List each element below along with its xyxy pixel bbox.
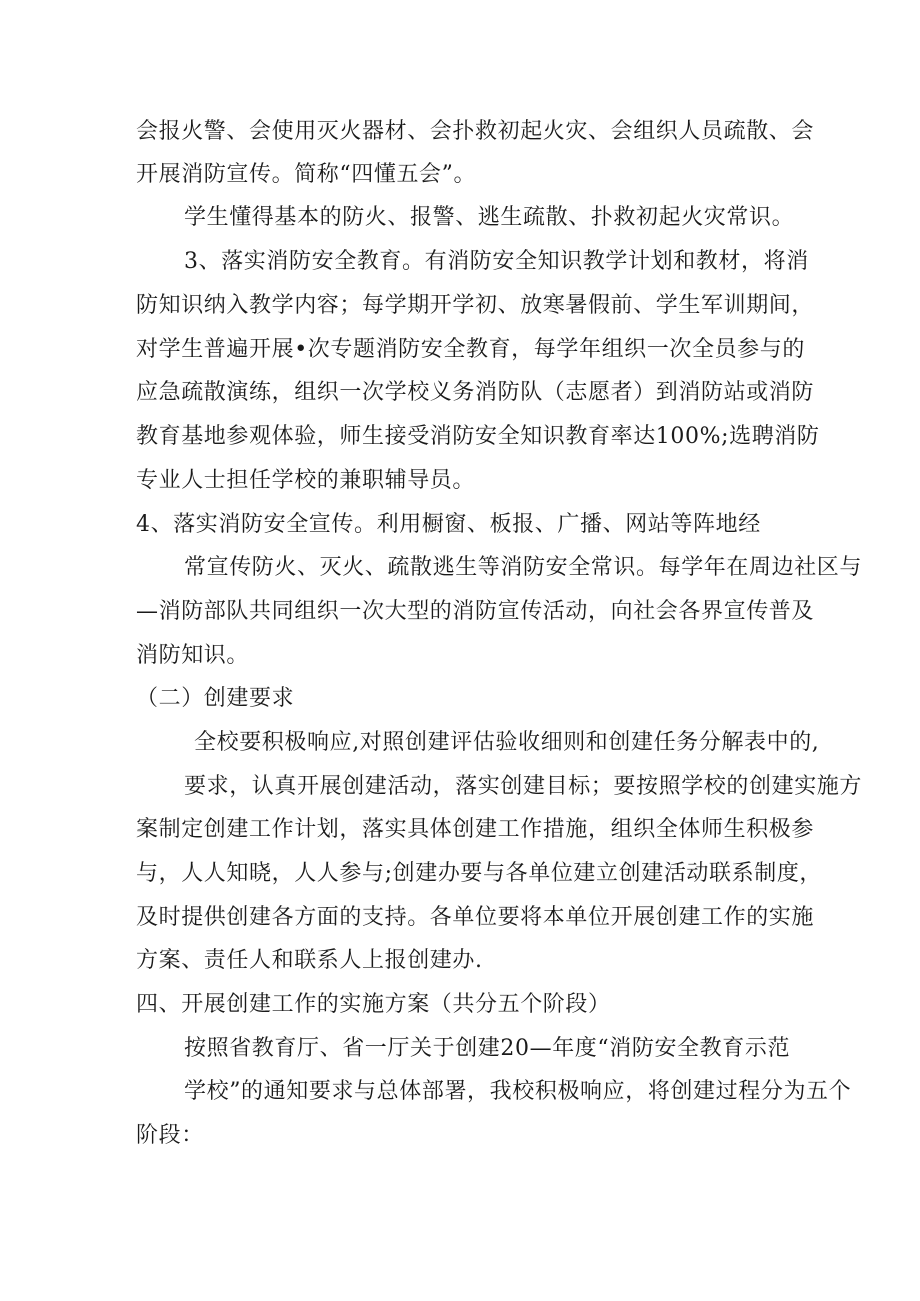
text-line: 要求，认真开展创建活动，落实创建目标；要按照学校的创建实施方 bbox=[184, 774, 863, 799]
text-line: —消防部队共同组织一次大型的消防宣传活动，向社会各界宣传普及 bbox=[136, 599, 815, 624]
text-line: 专业人士担任学校的兼职辅导员。 bbox=[136, 468, 476, 493]
text-line: 方案、责任人和联系人上报创建办. bbox=[136, 948, 483, 973]
section-heading-requirements: （二）创建要求 bbox=[136, 686, 295, 711]
text-line: 开展消防宣传。简称“四懂五会”。 bbox=[136, 162, 477, 187]
text-line: 及时提供创建各方面的支持。各单位要将本单位开展创建工作的实施 bbox=[136, 905, 815, 930]
text-line: 对学生普遍开展•次专题消防安全教育，每学年组织一次全员参与的 bbox=[136, 337, 805, 362]
text-line: 会报火警、会使用灭火器材、会扑救初起火灾、会组织人员疏散、会 bbox=[136, 119, 815, 144]
item-3-heading-line: 3、落实消防安全教育。有消防安全知识教学计划和教材，将消 bbox=[184, 249, 809, 274]
text-line: 防知识纳入教学内容；每学期开学初、放寒暑假前、学生军训期间， bbox=[136, 293, 815, 318]
text-line: 按照省教育厅、省一厅关于创建20—年度“消防安全教育示范 bbox=[184, 1036, 791, 1061]
text-line: 学生懂得基本的防火、报警、逃生疏散、扑救初起火灾常识。 bbox=[184, 205, 795, 230]
text-line: 应急疏散演练，组织一次学校义务消防队（志愿者）到消防站或消防 bbox=[136, 380, 815, 405]
text-line: 学校”的通知要求与总体部署，我校积极响应，将创建过程分为五个 bbox=[184, 1079, 852, 1104]
text-line: 全校要积极响应,对照创建评估验收细则和创建任务分解表中的, bbox=[194, 730, 820, 755]
text-line: 常宣传防火、灭火、疏散逃生等消防安全常识。每学年在周边社区与 bbox=[184, 555, 863, 580]
text-line: 与，人人知晓，人人参与;创建办要与各单位建立创建活动联系制度， bbox=[136, 861, 823, 886]
item-4-heading-line: 4、落实消防安全宣传。利用橱窗、板报、广播、网站等阵地经 bbox=[136, 512, 761, 537]
section-heading-implementation: 四、开展创建工作的实施方案（共分五个阶段） bbox=[136, 992, 611, 1017]
text-line: 阶段： bbox=[136, 1123, 204, 1148]
text-line: 教育基地参观体验，师生接受消防安全知识教育率达100%;选聘消防 bbox=[136, 424, 820, 449]
text-line: 消防知识。 bbox=[136, 643, 250, 668]
text-line: 案制定创建工作计划，落实具体创建工作措施，组织全体师生积极参 bbox=[136, 817, 815, 842]
